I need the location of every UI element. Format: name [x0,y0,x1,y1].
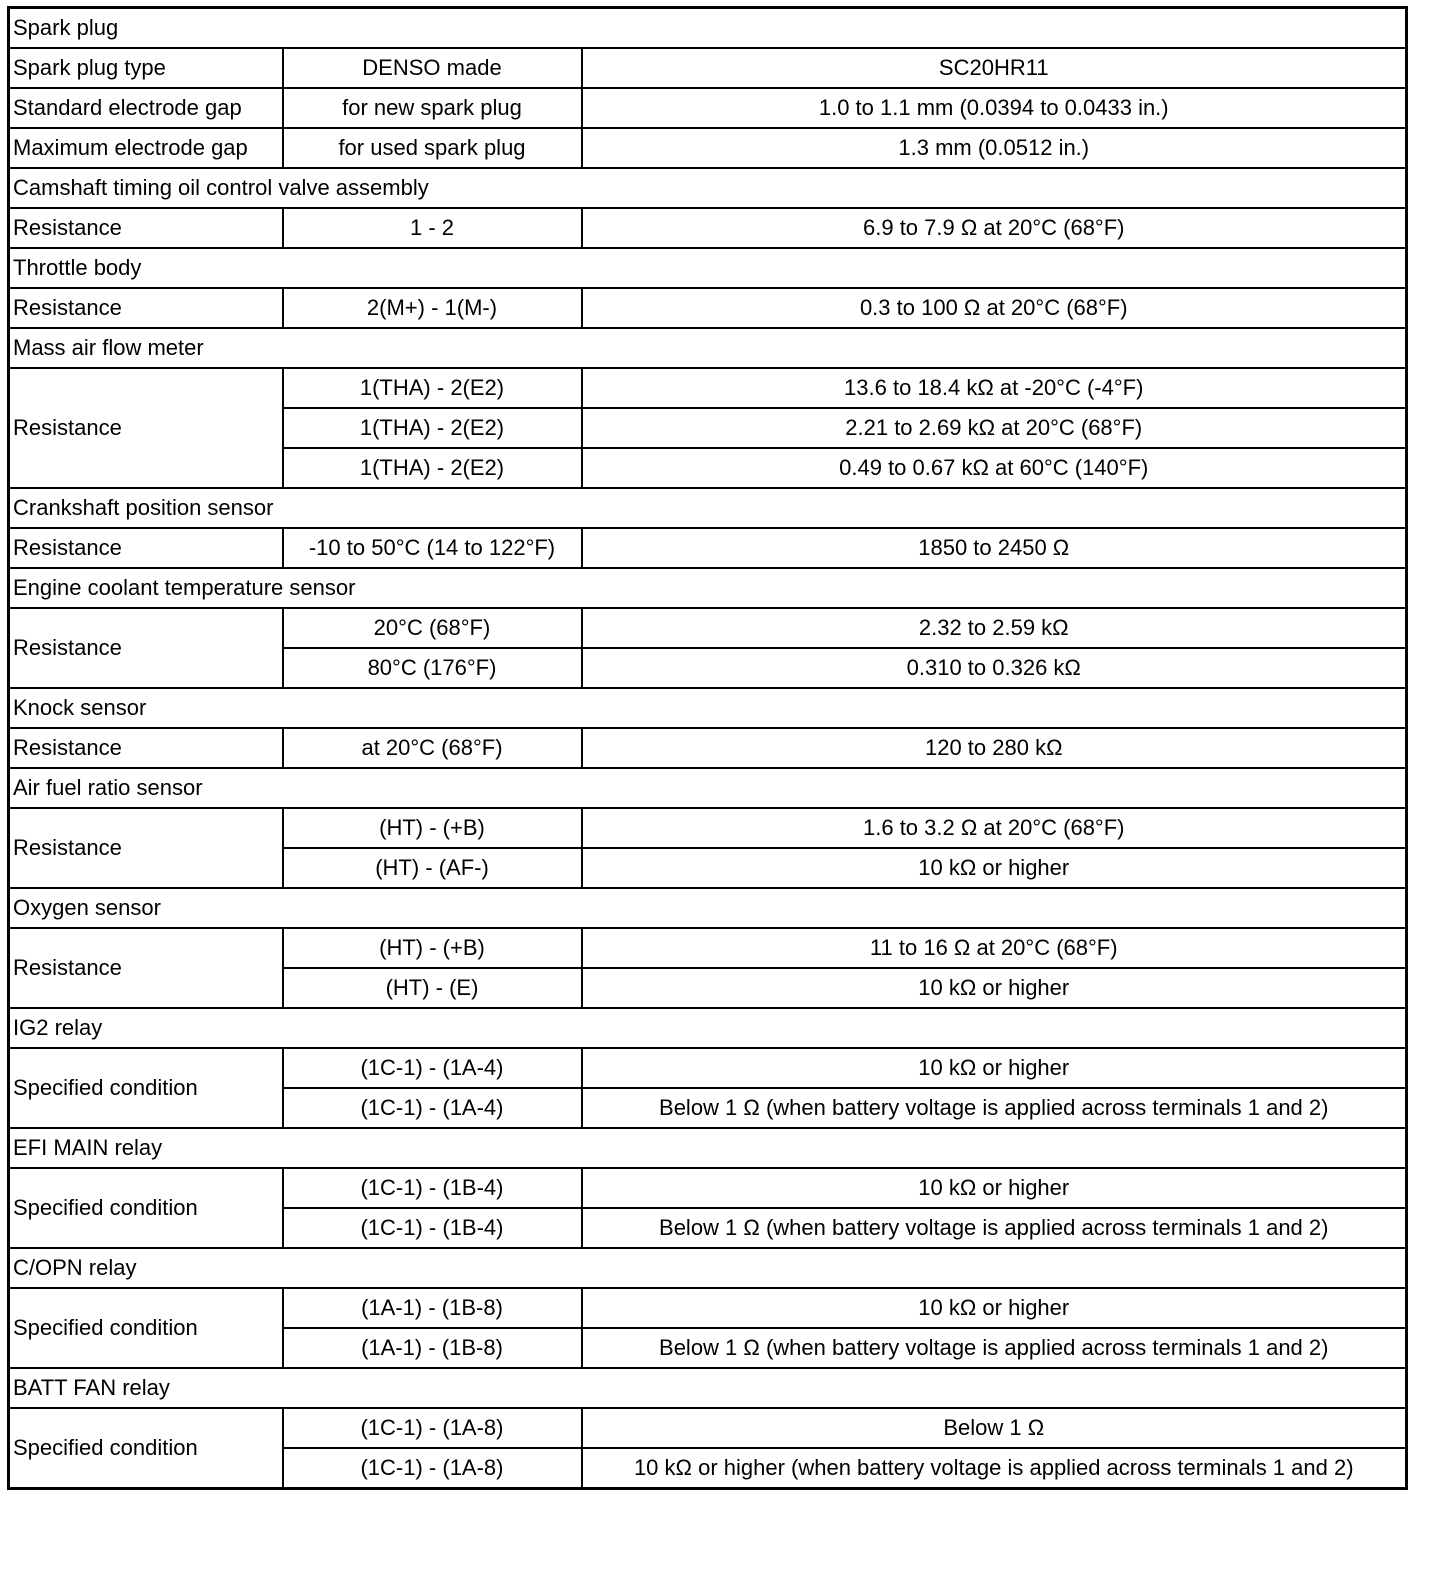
specification-cell: 1.0 to 1.1 mm (0.0394 to 0.0433 in.) [582,88,1407,128]
specification-cell: 13.6 to 18.4 kΩ at -20°C (-4°F) [582,368,1407,408]
specification-cell: 10 kΩ or higher [582,1048,1407,1088]
section-title: C/OPN relay [9,1248,1407,1288]
table-row [9,88,1407,128]
condition-cell: (1C-1) - (1B-4) [283,1168,582,1208]
section-title: IG2 relay [9,1008,1407,1048]
section-header-row [9,688,1407,728]
condition-cell: -10 to 50°C (14 to 122°F) [283,528,582,568]
specification-cell: 6.9 to 7.9 Ω at 20°C (68°F) [582,208,1407,248]
condition-cell: (1A-1) - (1B-8) [283,1288,582,1328]
specification-cell: 2.21 to 2.69 kΩ at 20°C (68°F) [582,408,1407,448]
specification-cell: 10 kΩ or higher [582,1168,1407,1208]
condition-cell: 20°C (68°F) [283,608,582,648]
row-label: Resistance [9,728,283,768]
specification-cell: 11 to 16 Ω at 20°C (68°F) [582,928,1407,968]
condition-cell: DENSO made [283,48,582,88]
section-header-row [9,1368,1407,1408]
condition-cell: at 20°C (68°F) [283,728,582,768]
condition-cell: (1C-1) - (1A-8) [283,1408,582,1448]
section-header-row [9,768,1407,808]
row-label: Resistance [9,928,283,1008]
specification-cell: 120 to 280 kΩ [582,728,1407,768]
row-label: Resistance [9,288,283,328]
section-title: Air fuel ratio sensor [9,768,1407,808]
row-label: Resistance [9,208,283,248]
table-row [9,608,1407,648]
specification-cell: 10 kΩ or higher [582,1288,1407,1328]
specification-cell: SC20HR11 [582,48,1407,88]
section-header-row [9,1128,1407,1168]
specification-table [7,6,1408,1490]
table-row [9,728,1407,768]
condition-cell: (1C-1) - (1A-4) [283,1088,582,1128]
table-row [9,1288,1407,1328]
section-header-row [9,328,1407,368]
condition-cell: (1C-1) - (1B-4) [283,1208,582,1248]
condition-cell: (1A-1) - (1B-8) [283,1328,582,1368]
section-title: Engine coolant temperature sensor [9,568,1407,608]
condition-cell: 2(M+) - 1(M-) [283,288,582,328]
section-header-row [9,1248,1407,1288]
section-title: Throttle body [9,248,1407,288]
section-header-row [9,568,1407,608]
specification-cell: 2.32 to 2.59 kΩ [582,608,1407,648]
condition-cell: 1 - 2 [283,208,582,248]
section-title: Oxygen sensor [9,888,1407,928]
specification-cell: 0.310 to 0.326 kΩ [582,648,1407,688]
table-row [9,48,1407,88]
row-label: Resistance [9,528,283,568]
condition-cell: for new spark plug [283,88,582,128]
condition-cell: (HT) - (+B) [283,808,582,848]
table-row [9,528,1407,568]
condition-cell: for used spark plug [283,128,582,168]
row-label: Standard electrode gap [9,88,283,128]
specification-cell: 1850 to 2450 Ω [582,528,1407,568]
section-header-row [9,248,1407,288]
row-label: Maximum electrode gap [9,128,283,168]
section-header-row [9,488,1407,528]
condition-cell: (1C-1) - (1A-4) [283,1048,582,1088]
section-title: Camshaft timing oil control valve assembly [9,168,1407,208]
row-label: Resistance [9,368,283,488]
table-row [9,1408,1407,1448]
condition-cell: 1(THA) - 2(E2) [283,448,582,488]
row-label: Specified condition [9,1288,283,1368]
table-row [9,368,1407,408]
section-title: BATT FAN relay [9,1368,1407,1408]
section-header-row [9,168,1407,208]
condition-cell: (HT) - (AF-) [283,848,582,888]
section-title: Mass air flow meter [9,328,1407,368]
table-row [9,208,1407,248]
row-label: Resistance [9,608,283,688]
condition-cell: (HT) - (+B) [283,928,582,968]
condition-cell: 1(THA) - 2(E2) [283,368,582,408]
specification-cell: Below 1 Ω (when battery voltage is applied across terminals 1 and 2) [582,1088,1407,1128]
section-title: EFI MAIN relay [9,1128,1407,1168]
row-label: Spark plug type [9,48,283,88]
specification-cell: 0.49 to 0.67 kΩ at 60°C (140°F) [582,448,1407,488]
condition-cell: 80°C (176°F) [283,648,582,688]
table-row [9,808,1407,848]
specification-cell: 1.3 mm (0.0512 in.) [582,128,1407,168]
row-label: Specified condition [9,1168,283,1248]
section-title: Spark plug [9,8,1407,49]
table-row [9,1168,1407,1208]
specification-cell: 1.6 to 3.2 Ω at 20°C (68°F) [582,808,1407,848]
table-row [9,128,1407,168]
specification-cell: 10 kΩ or higher (when battery voltage is applied across terminals 1 and 2) [582,1448,1407,1489]
specification-table-body [9,8,1407,1489]
specification-cell: 0.3 to 100 Ω at 20°C (68°F) [582,288,1407,328]
condition-cell: (HT) - (E) [283,968,582,1008]
section-header-row [9,8,1407,49]
section-title: Crankshaft position sensor [9,488,1407,528]
section-header-row [9,888,1407,928]
row-label: Specified condition [9,1408,283,1489]
condition-cell: 1(THA) - 2(E2) [283,408,582,448]
section-header-row [9,1008,1407,1048]
section-title: Knock sensor [9,688,1407,728]
specification-cell: Below 1 Ω (when battery voltage is applied across terminals 1 and 2) [582,1328,1407,1368]
table-row [9,288,1407,328]
specification-cell: Below 1 Ω (when battery voltage is applied across terminals 1 and 2) [582,1208,1407,1248]
table-row [9,928,1407,968]
specification-cell: 10 kΩ or higher [582,848,1407,888]
row-label: Resistance [9,808,283,888]
table-row [9,1048,1407,1088]
condition-cell: (1C-1) - (1A-8) [283,1448,582,1489]
specification-cell: 10 kΩ or higher [582,968,1407,1008]
row-label: Specified condition [9,1048,283,1128]
specification-cell: Below 1 Ω [582,1408,1407,1448]
